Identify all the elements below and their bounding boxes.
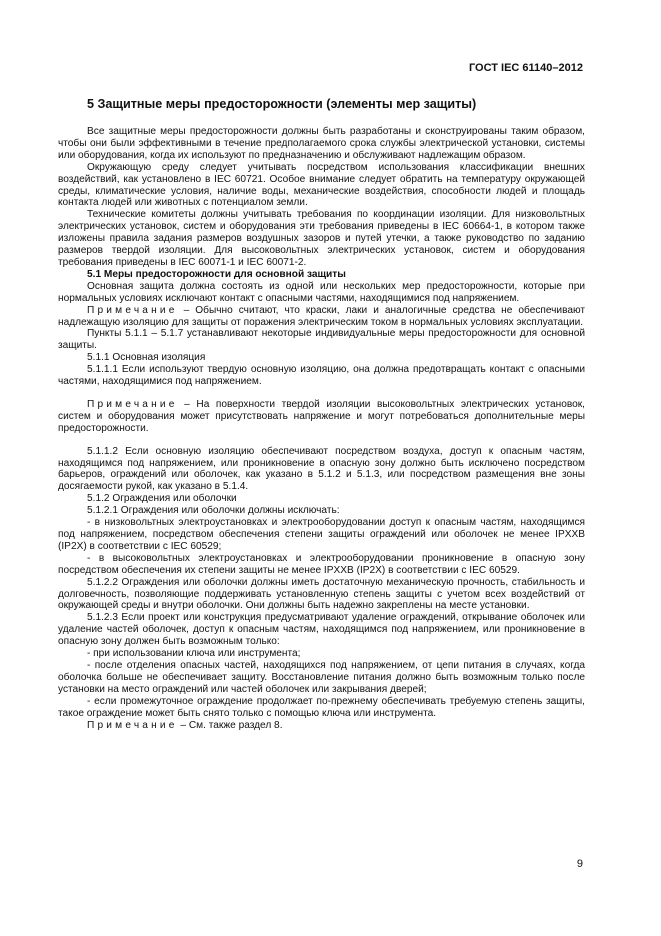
list-item: - если промежуточное ограждение продолжает по-прежнему обеспечивать требуемую степень защиты, такое ограждение может быть снято только с помощью ключа или инструмента. [58,695,585,719]
paragraph: 5.1.2.2 Ограждения или оболочки должны иметь достаточную механическую прочность, стабильность и долговечность, позволяющие поддерживать установленную степень защиты с учетом всех воздействий от окружающей среды и внутри оболочки. Они должны быть надежно закреплены на месте установки. [58,576,585,612]
paragraph: 5.1.2.3 Если проект или конструкция предусматривают удаление ограждений, открывание оболочек или удаление частей оболочек, доступ к опасным частям, находящимся под напряжением, или проникновение в опасную зону должен быть возможным только: [58,612,585,648]
note-text: – На поверхности твердой изоляции высоковольтных электрических установок, систем и оборудования может присутствовать напряжение и могут потребоваться дополнительные меры предосторожности. [58,398,585,434]
paragraph: 5.1.2.1 Ограждения или оболочки должны исключать: [87,505,340,517]
paragraph: 5.1.1.2 Если основную изоляцию обеспечивают посредством воздуха, доступ к опасным частям, находящимся под напряжением, или проникновение в опасную зону должно быть исключено посредством барьеров, ограждений или оболочек, как указано в 5.1.2 и 5.1.3, или посредством размещения вне зоны досягаемости рукой, как указано в 5.1.4. [58,445,585,493]
subsection-heading: 5.1.2 Ограждения или оболочки [87,493,237,505]
paragraph: Пункты 5.1.1 – 5.1.7 устанавливают некоторые индивидуальные меры предосторожности для основной защиты. [58,328,585,352]
document-body [58,126,585,731]
paragraph: Технические комитеты должны учитывать требования по координации изоляции. Для низковольтных электрических установок, систем и оборудования эти требования приведены в IEC 60664-1, в котором также изложены правила задания размеров воздушных зазоров и путей утечки, а также руководство по заданию размеров твердой изоляции. Для высоковольтных электрических установок, систем и оборудования требования приведены в IEC 60071-1 и IEC 60071-2. [58,209,585,268]
subsection-heading: 5.1.1 Основная изоляция [87,352,206,364]
note [58,720,585,732]
document-header: ГОСТ IEC 61140–2012 [468,62,583,74]
note [58,305,585,329]
list-item: - при использовании ключа или инструмента; [87,648,301,660]
note-label: Примечание [87,398,178,410]
section-title: 5 Защитные меры предосторожности (элементы мер защиты) [87,97,477,111]
note-label: Примечание [87,719,178,731]
note-text: – См. также раздел 8. [177,719,283,731]
list-item: - в высоковольтных электроустановках и электрооборудовании проникновение в опасную зону посредством обеспечения их степени защиты не менее IPXXB (IP2X) в соответствии с IEC 60529. [58,552,585,576]
note-label: Примечание [87,304,178,316]
paragraph: 5.1.1.1 Если используют твердую основную изоляцию, она должна предотвращать контакт с опасными частями, находящимися под напряжением. [58,364,585,388]
list-item: - в низковольтных электроустановках и электрооборудовании доступ к опасным частям, находящимся под напряжением, посредством обеспечения степени защиты ограждений или оболочек не менее IPXXB (IP2X) в соответствии с IEC 60529; [58,517,585,552]
paragraph: Все защитные меры предосторожности должны быть разработаны и сконструированы таким образом, чтобы они были эффективными в течение предполагаемого срока службы электрической установки, системы или оборудования, когда их используют по предназначению и обслуживают надлежащим образом. [58,126,585,161]
note-text: – Обычно считают, что краски, лаки и аналогичные средства не обеспечивают надлежащую изоляцию для защиты от поражения электрическим током в нормальных условиях эксплуатации. [58,304,585,328]
list-item: - после отделения опасных частей, находящихся под напряжением, от цепи питания в случаях, когда оболочка больше не обеспечивает защиту. Восстановление питания должно быть возможным только после установки на место ограждений или частей оболочек или закрывания дверей; [58,659,585,695]
note [58,399,585,435]
page-number: 9 [576,858,583,870]
paragraph: Окружающую среду следует учитывать посредством использования классификации внешних воздействий, как установлено в IEC 60721. Особое внимание следует обратить на температуру окружающей среды, климатические условия, наличие воды, механические воздействия, способности людей и площадь контакта людей или животных с потенциалом земли. [58,161,585,209]
subsection-heading: 5.1 Меры предосторожности для основной защиты [87,268,346,280]
paragraph: Основная защита должна состоять из одной или нескольких мер предосторожности, которые при нормальных условиях исключают контакт с опасными частями, находящимися под напряжением. [58,280,585,304]
